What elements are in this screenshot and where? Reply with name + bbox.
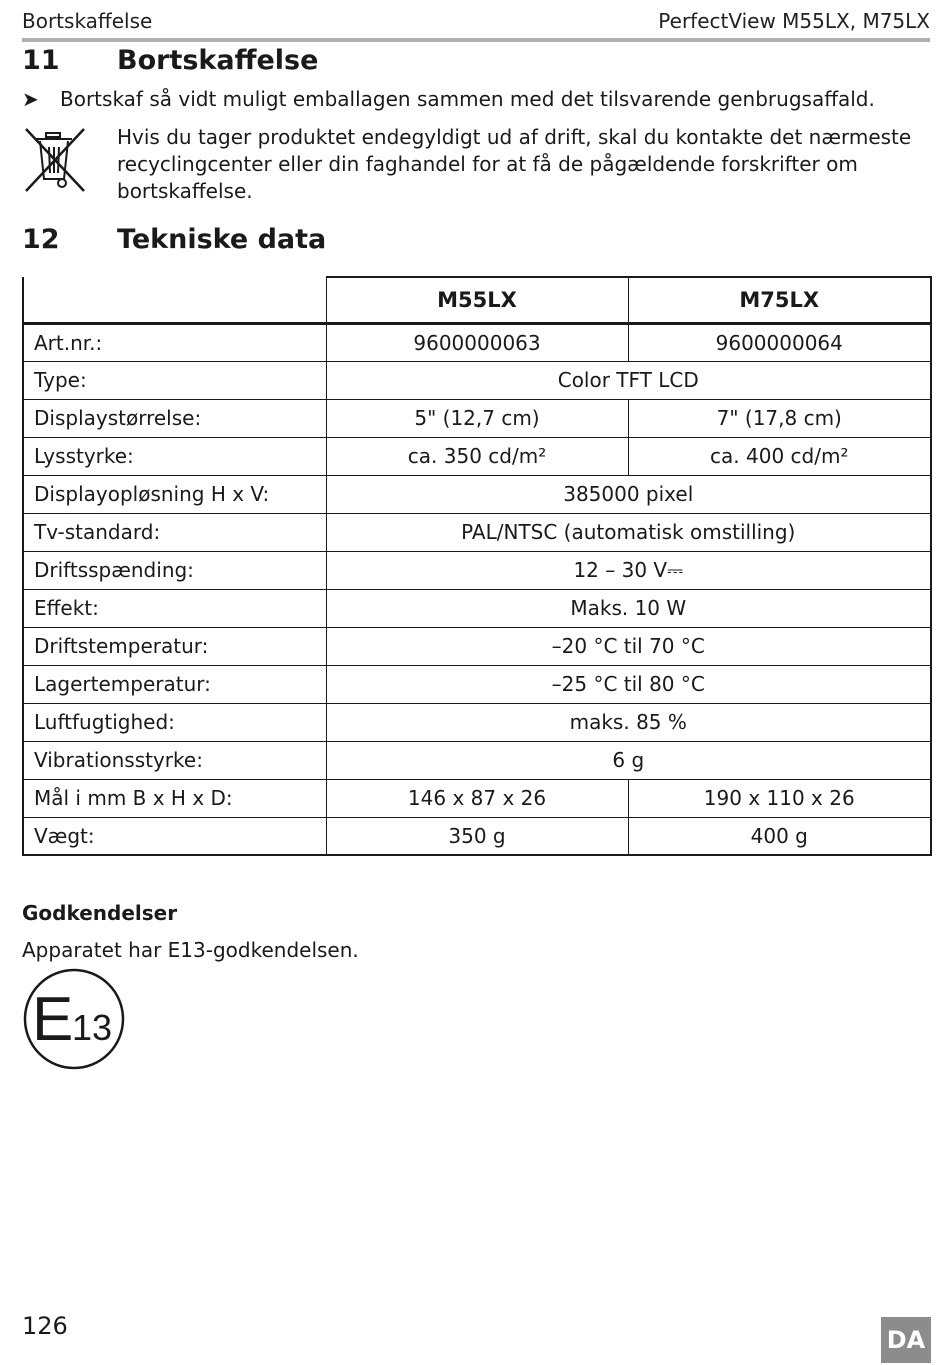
row-label: Luftfugtighed: [23,703,326,741]
row-label: Type: [23,361,326,399]
approvals-heading: Godkendelser [22,901,178,925]
table-row [23,513,931,551]
row-label: Lysstyrke: [23,437,326,475]
header-divider [22,38,930,42]
e13-mark-letter: E [32,985,74,1054]
row-label: Vægt: [23,817,326,855]
row-value-both-models: maks. 85 % [326,703,931,741]
table-row [23,399,931,437]
row-value-m75lx: 190 x 110 x 26 [628,779,931,817]
row-value-m75lx: 400 g [628,817,931,855]
header-section-title: Bortskaffelse [22,9,153,33]
table-row [23,703,931,741]
technical-data-table [22,276,932,856]
table-row [23,627,931,665]
row-label: Tv-standard: [23,513,326,551]
row-label: Art.nr.: [23,323,326,361]
row-value-m55lx: 5" (12,7 cm) [326,399,628,437]
table-row [23,817,931,855]
table-row [23,475,931,513]
row-value-both-models: 6 g [326,741,931,779]
row-value-both-models: 385000 pixel [326,475,931,513]
disposal-instruction-text: Hvis du tager produktet endegyldigt ud af drift, skal du kontakte det nærmeste recyclingcenter eller din faghandel for at få de pågældende forskrifter om bortskaffelse. [117,125,912,203]
row-value-m55lx: 9600000063 [326,323,628,361]
page-number: 126 [22,1312,68,1340]
e13-approval-mark-icon [22,967,126,1071]
section-11-title: Bortskaffelse [117,45,319,76]
row-value-m55lx: 146 x 87 x 26 [326,779,628,817]
row-value-both-models: –20 °C til 70 °C [326,627,931,665]
row-label: Displayopløsning H x V: [23,475,326,513]
table-row [23,361,931,399]
row-value-m55lx: 350 g [326,817,628,855]
row-value-m75lx: 7" (17,8 cm) [628,399,931,437]
row-value-both-models: –25 °C til 80 °C [326,665,931,703]
table-row [23,779,931,817]
row-label: Vibrationsstyrke: [23,741,326,779]
column-header-m55lx: M55LX [326,277,628,323]
approvals-text: Apparatet har E13-godkendelsen. [22,938,359,962]
table-row [23,741,931,779]
table-header-blank [23,277,326,323]
row-label: Effekt: [23,589,326,627]
row-value-m75lx: 9600000064 [628,323,931,361]
section-12-title: Tekniske data [117,224,327,255]
page-header [22,8,930,38]
row-label: Displaystørrelse: [23,399,326,437]
header-product-name: PerfectView M55LX, M75LX [658,9,930,33]
crossed-out-wheelie-bin-icon [22,127,88,193]
row-label: Driftstemperatur: [23,627,326,665]
row-label: Driftsspænding: [23,551,326,589]
row-value-both-models: 12 – 30 V⎓ [326,551,931,589]
row-label: Lagertemperatur: [23,665,326,703]
table-row [23,551,931,589]
row-value-m55lx: ca. 350 cd/m² [326,437,628,475]
row-value-both-models: Color TFT LCD [326,361,931,399]
section-11-number: 11 [22,45,60,76]
row-value-both-models: Maks. 10 W [326,589,931,627]
table-header-row [23,277,931,323]
arrow-bullet-icon: ➤ [22,87,39,111]
packaging-instruction-text: Bortskaf så vidt muligt emballagen sammen med det tilsvarende genbrugsaffald. [60,87,875,111]
e13-mark-number: 13 [72,1007,113,1048]
row-value-both-models: PAL/NTSC (automatisk omstilling) [326,513,931,551]
table-row [23,437,931,475]
row-label: Mål i mm B x H x D: [23,779,326,817]
table-row [23,589,931,627]
table-row [23,323,931,361]
row-value-m75lx: ca. 400 cd/m² [628,437,931,475]
language-tab: DA [881,1317,931,1363]
column-header-m75lx: M75LX [628,277,931,323]
section-12-number: 12 [22,224,60,255]
table-row [23,665,931,703]
